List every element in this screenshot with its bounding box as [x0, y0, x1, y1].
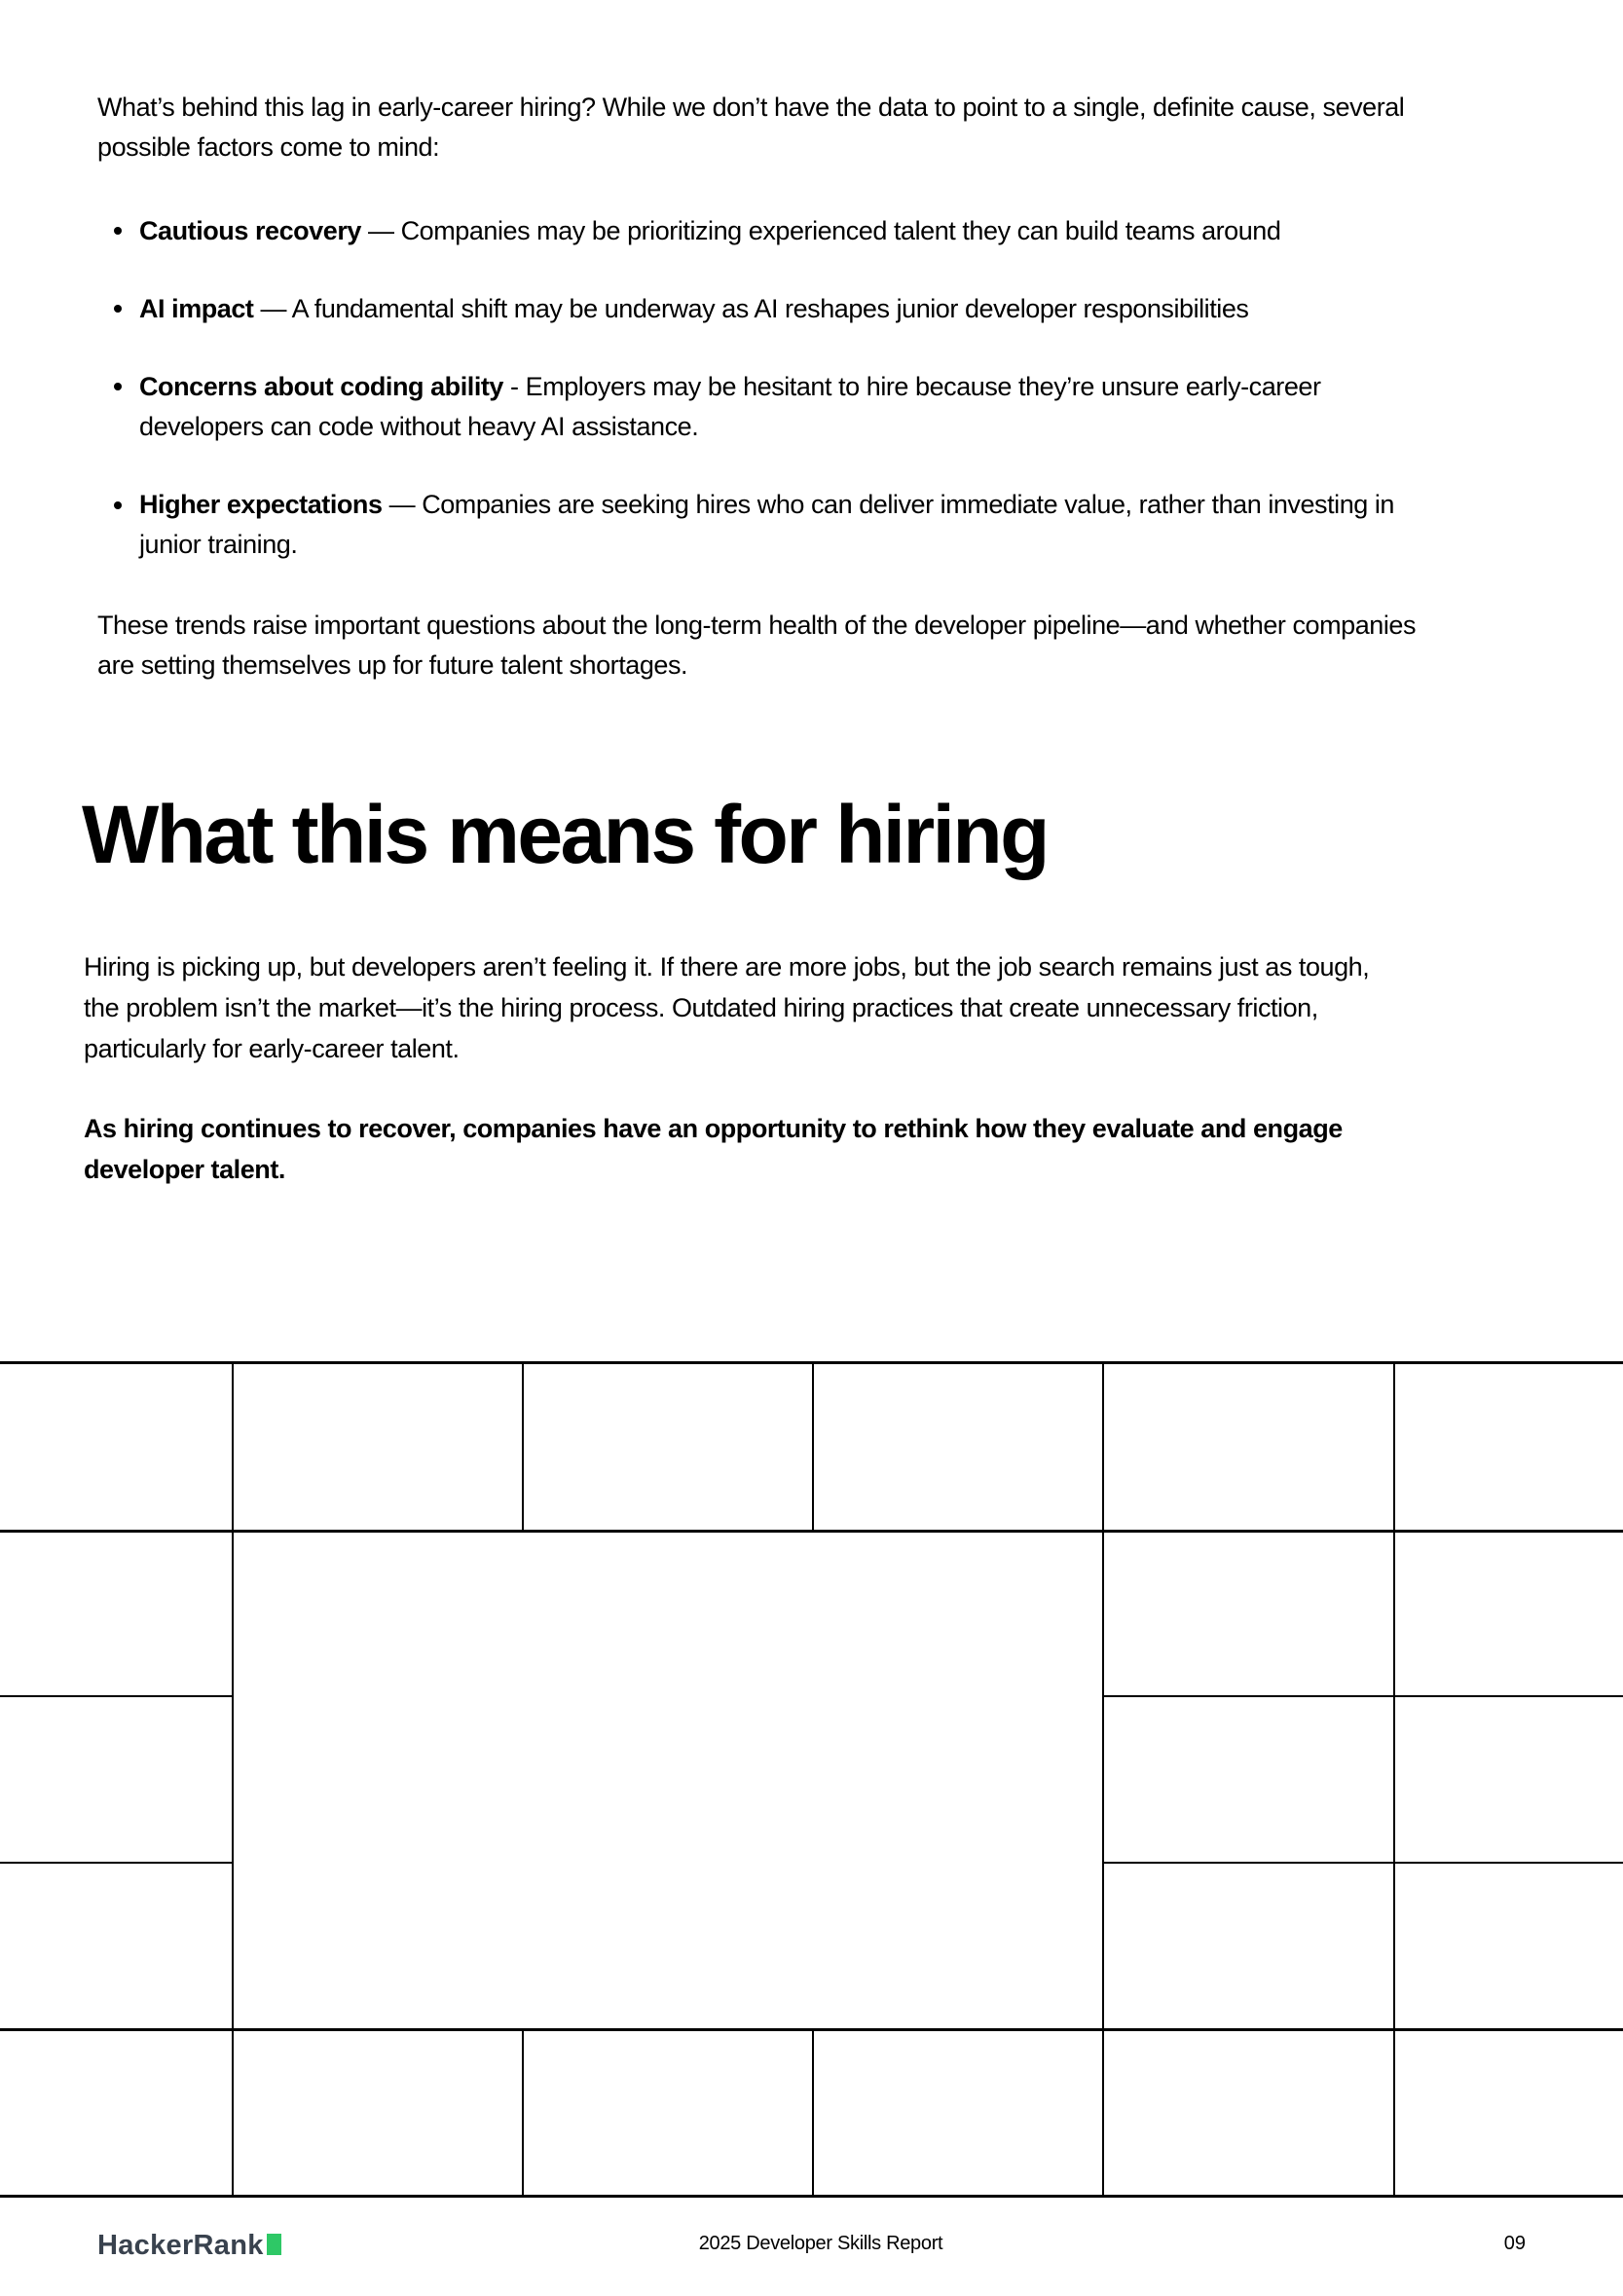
list-item-line — [139, 372, 1321, 402]
grid-line — [1103, 1695, 1623, 1697]
list-item-line — [139, 294, 1248, 324]
page-number: 09 — [1503, 2233, 1526, 2254]
grid-line — [1393, 2030, 1395, 2197]
grid-line — [522, 1363, 524, 1532]
report-title: 2025 Developer Skills Report — [698, 2233, 943, 2254]
grid-line — [232, 2030, 234, 2197]
list-item-line — [139, 490, 1394, 520]
grid-line — [0, 1862, 234, 1864]
grid-line — [0, 1695, 234, 1697]
bullet-icon — [114, 305, 122, 313]
factor-text: — A fundamental shift may be underway as AI reshapes junior developer responsibilities — [260, 294, 1249, 323]
grid-line — [812, 2030, 814, 2197]
factor-title: Concerns about coding ability — [139, 372, 503, 401]
bullet-icon — [114, 227, 122, 235]
grid-line — [232, 1531, 234, 2030]
logo-text: HackerRank — [97, 2229, 264, 2261]
grid-line — [1102, 1363, 1104, 1532]
section-heading: What this means for hiring — [82, 789, 1048, 880]
factor-text: — Companies may be prioritizing experienced talent they can build teams around — [368, 216, 1281, 245]
closing-line-2: are setting themselves up for future talent shortages. — [97, 650, 688, 680]
section-body-line-1: Hiring is picking up, but developers aren’t feeling it. If there are more jobs, but the job search remains just as tough, — [84, 952, 1370, 981]
factor-text-continued: junior training. — [139, 530, 298, 559]
grid-line — [1393, 1363, 1395, 1532]
factor-title: Higher expectations — [139, 490, 383, 519]
grid-line — [1103, 1862, 1623, 1864]
bullet-icon — [114, 501, 122, 509]
section-emphasis-line-2: developer talent. — [84, 1155, 285, 1184]
factor-title: AI impact — [139, 294, 254, 323]
intro-line-1: What’s behind this lag in early-career hiring? While we don’t have the data to point to a single, definite cause, several — [97, 93, 1405, 122]
factor-text: - Employers may be hesitant to hire because they’re unsure early-career — [510, 372, 1321, 401]
intro-line-2: possible factors come to mind: — [97, 132, 440, 162]
bullet-icon — [114, 383, 122, 390]
closing-line-1: These trends raise important questions about the long-term health of the developer pipeline—and whether companies — [97, 611, 1416, 640]
grid-line — [1102, 1531, 1104, 2030]
section-body-line-3: particularly for early-career talent. — [84, 1034, 460, 1063]
grid-line — [812, 1363, 814, 1532]
grid-line — [1393, 1531, 1395, 2030]
factor-title: Cautious recovery — [139, 216, 361, 245]
section-body-line-2: the problem isn’t the market—it’s the hiring process. Outdated hiring practices that create unnecessary friction, — [84, 993, 1318, 1022]
grid-line — [1102, 2030, 1104, 2197]
factor-text: — Companies are seeking hires who can deliver immediate value, rather than investing in — [388, 490, 1394, 519]
grid-line — [232, 1363, 234, 1532]
grid-line — [522, 2030, 524, 2197]
factor-text-continued: developers can code without heavy AI assistance. — [139, 412, 699, 441]
list-item-line — [139, 216, 1280, 246]
section-emphasis-line-1: As hiring continues to recover, companies have an opportunity to rethink how they evaluate and engage — [84, 1114, 1343, 1143]
